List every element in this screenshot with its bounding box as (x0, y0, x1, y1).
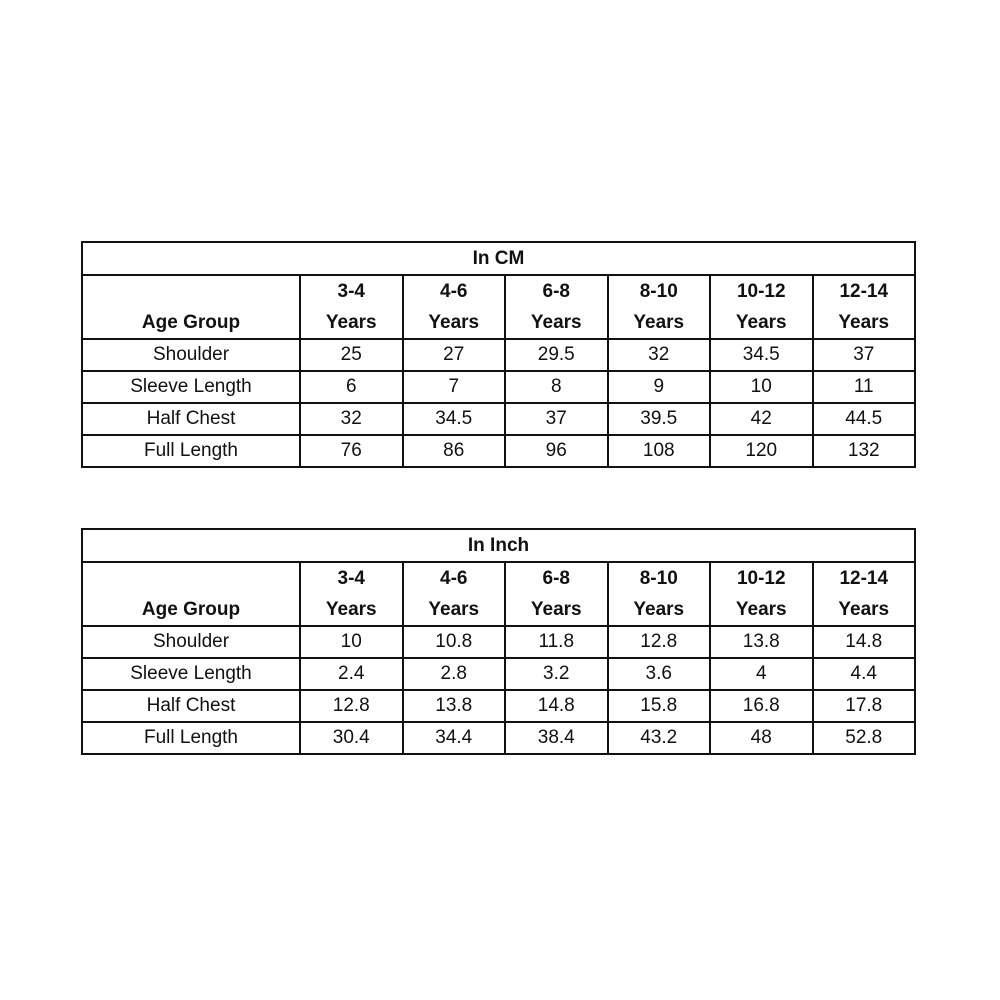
row-label: Shoulder (82, 626, 300, 658)
column-range: 6-8 (542, 281, 570, 302)
table-cell: 86 (403, 435, 506, 467)
table-cell: 3.6 (608, 658, 711, 690)
table-header-row (82, 562, 915, 626)
column-unit: Years (325, 599, 377, 620)
table-cell: 10 (300, 626, 403, 658)
column-range: 3-4 (337, 281, 365, 302)
column-header (710, 562, 813, 626)
row-label: Half Chest (82, 690, 300, 722)
table-cell: 10 (710, 371, 813, 403)
column-header (813, 562, 916, 626)
table-cell: 43.2 (608, 722, 711, 754)
table-row (82, 690, 915, 722)
age-group-label: Age Group (82, 562, 300, 626)
table-cell: 2.4 (300, 658, 403, 690)
table-cell: 17.8 (813, 690, 916, 722)
table-cell: 120 (710, 435, 813, 467)
column-unit: Years (530, 599, 582, 620)
column-range: 8-10 (639, 281, 678, 302)
column-header (813, 275, 916, 339)
table-row (82, 626, 915, 658)
table-cell: 9 (608, 371, 711, 403)
table-cell: 44.5 (813, 403, 916, 435)
table-cell: 4 (710, 658, 813, 690)
table-header-row (82, 275, 915, 339)
column-range: 6-8 (542, 568, 570, 589)
table-row (82, 658, 915, 690)
column-header (608, 275, 711, 339)
table-cell: 38.4 (505, 722, 608, 754)
table-cell: 16.8 (710, 690, 813, 722)
column-header (403, 562, 506, 626)
column-header (300, 275, 403, 339)
column-unit: Years (325, 312, 377, 333)
column-range: 8-10 (639, 568, 678, 589)
table-cell: 39.5 (608, 403, 711, 435)
table-cell: 48 (710, 722, 813, 754)
table-row (82, 722, 915, 754)
table-cell: 108 (608, 435, 711, 467)
row-label: Shoulder (82, 339, 300, 371)
table-title: In CM (82, 242, 915, 275)
table-cell: 42 (710, 403, 813, 435)
table-cell: 37 (505, 403, 608, 435)
column-range: 4-6 (440, 568, 468, 589)
column-unit: Years (838, 599, 890, 620)
table-cell: 13.8 (710, 626, 813, 658)
size-table-cm (81, 241, 916, 468)
column-range: 4-6 (440, 281, 468, 302)
column-range: 10-12 (736, 281, 786, 302)
table-cell: 34.5 (403, 403, 506, 435)
table-cell: 3.2 (505, 658, 608, 690)
table-cell: 2.8 (403, 658, 506, 690)
table-cell: 76 (300, 435, 403, 467)
column-header (710, 275, 813, 339)
age-group-label: Age Group (82, 275, 300, 339)
table-cell: 25 (300, 339, 403, 371)
table-cell: 12.8 (300, 690, 403, 722)
table-title-row (82, 529, 915, 562)
table-cell: 32 (300, 403, 403, 435)
row-label: Half Chest (82, 403, 300, 435)
table-cell: 14.8 (813, 626, 916, 658)
table-cell: 34.4 (403, 722, 506, 754)
column-unit: Years (428, 312, 480, 333)
column-unit: Years (735, 312, 787, 333)
table-cell: 132 (813, 435, 916, 467)
column-header (300, 562, 403, 626)
size-table-inch (81, 528, 916, 755)
table-row (82, 371, 915, 403)
column-unit: Years (530, 312, 582, 333)
table-cell: 11.8 (505, 626, 608, 658)
table-cell: 7 (403, 371, 506, 403)
table-cell: 34.5 (710, 339, 813, 371)
column-header (608, 562, 711, 626)
table-cell: 11 (813, 371, 916, 403)
table-cell: 32 (608, 339, 711, 371)
table-title-row (82, 242, 915, 275)
column-unit: Years (838, 312, 890, 333)
column-header (505, 275, 608, 339)
table-row (82, 403, 915, 435)
column-unit: Years (633, 312, 685, 333)
table-cell: 13.8 (403, 690, 506, 722)
column-unit: Years (735, 599, 787, 620)
table-cell: 6 (300, 371, 403, 403)
table-cell: 27 (403, 339, 506, 371)
row-label: Sleeve Length (82, 658, 300, 690)
table-cell: 12.8 (608, 626, 711, 658)
table-cell: 96 (505, 435, 608, 467)
table-title: In Inch (82, 529, 915, 562)
column-range: 3-4 (337, 568, 365, 589)
table-cell: 30.4 (300, 722, 403, 754)
table-cell: 14.8 (505, 690, 608, 722)
column-range: 12-14 (839, 281, 889, 302)
row-label: Full Length (82, 722, 300, 754)
table-cell: 4.4 (813, 658, 916, 690)
table-cell: 37 (813, 339, 916, 371)
table-cell: 10.8 (403, 626, 506, 658)
row-label: Sleeve Length (82, 371, 300, 403)
row-label: Full Length (82, 435, 300, 467)
column-unit: Years (633, 599, 685, 620)
table-cell: 52.8 (813, 722, 916, 754)
column-range: 10-12 (736, 568, 786, 589)
table-row (82, 435, 915, 467)
column-range: 12-14 (839, 568, 889, 589)
table-cell: 15.8 (608, 690, 711, 722)
table-cell: 29.5 (505, 339, 608, 371)
table-cell: 8 (505, 371, 608, 403)
column-header (403, 275, 506, 339)
column-header (505, 562, 608, 626)
column-unit: Years (428, 599, 480, 620)
table-row (82, 339, 915, 371)
